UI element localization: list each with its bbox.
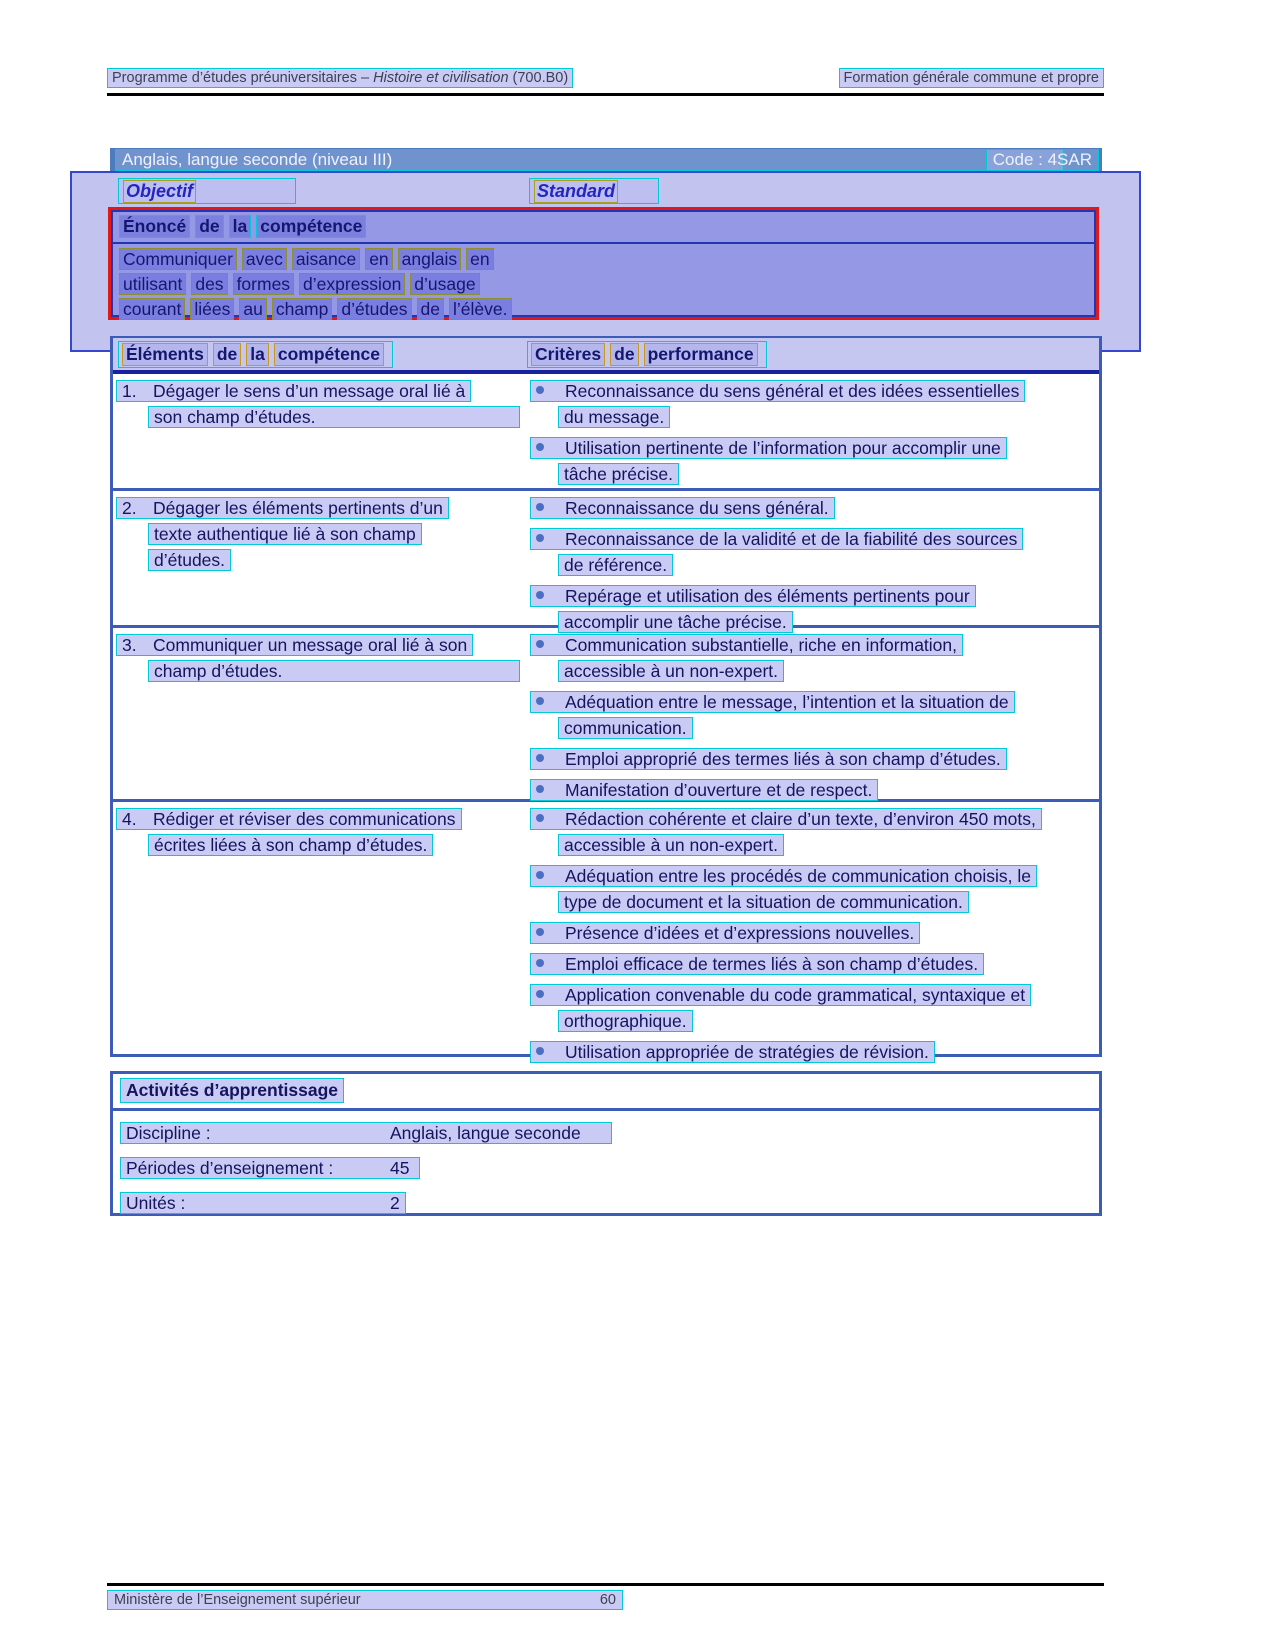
course-code: Code : 4SAR bbox=[986, 149, 1099, 171]
element-line: son champ d’études. bbox=[148, 406, 520, 428]
criterion bbox=[530, 779, 1102, 801]
criterion-line bbox=[530, 953, 984, 975]
criterion-text: Emploi efficace de termes liés à son champ d’études. bbox=[565, 954, 979, 974]
element-cell bbox=[116, 380, 528, 432]
bullet-icon bbox=[536, 814, 544, 822]
criterion bbox=[530, 437, 1102, 485]
criterion-line: de référence. bbox=[558, 554, 673, 576]
table-row bbox=[113, 374, 1099, 491]
word-box: formes bbox=[233, 273, 294, 295]
word-box: Énoncé bbox=[119, 215, 190, 238]
criterion-text: Utilisation pertinente de l’information pour accomplir une bbox=[565, 438, 1001, 458]
criterion-line: type de document et la situation de communication. bbox=[558, 891, 969, 913]
element-number: 2. bbox=[122, 498, 137, 518]
footer-box bbox=[107, 1590, 623, 1610]
criterion-line bbox=[530, 634, 963, 656]
bullet-icon bbox=[536, 959, 544, 967]
element-line bbox=[116, 497, 449, 519]
word-box: anglais bbox=[398, 248, 461, 270]
element-line: champ d’études. bbox=[148, 660, 520, 682]
element-line: écrites liées à son champ d’études. bbox=[148, 834, 433, 856]
criterion-line: communication. bbox=[558, 717, 693, 739]
criterion-text: Reconnaissance de la validité et de la fiabilité des sources bbox=[565, 529, 1018, 549]
criterion-line bbox=[530, 922, 920, 944]
periods-value: 45 bbox=[390, 1158, 410, 1178]
discipline-label: Discipline : bbox=[126, 1123, 211, 1143]
word-box: des bbox=[191, 273, 227, 295]
footer-ministry-text: Ministère de l’Enseignement supérieur bbox=[114, 1592, 361, 1608]
competence-table-body bbox=[113, 374, 1099, 1062]
units-label: Unités : bbox=[126, 1193, 186, 1213]
word-box: compétence bbox=[274, 343, 384, 366]
word-box: avec bbox=[242, 248, 287, 270]
criteria-column-header bbox=[527, 341, 767, 368]
criterion-line bbox=[530, 585, 976, 607]
bullet-icon bbox=[536, 591, 544, 599]
word-box: utilisant bbox=[119, 273, 186, 295]
criterion bbox=[530, 922, 1102, 944]
criterion-text: Repérage et utilisation des éléments pertinents pour bbox=[565, 586, 970, 606]
objective-column-header bbox=[118, 178, 296, 204]
criterion-line bbox=[530, 779, 878, 801]
competence-statement-heading bbox=[119, 215, 371, 238]
element-cell bbox=[116, 634, 528, 686]
bullet-icon bbox=[536, 785, 544, 793]
table-row bbox=[113, 491, 1099, 632]
criterion-text: Adéquation entre le message, l’intention et la situation de bbox=[565, 692, 1009, 712]
header-left-suffix: (700.B0) bbox=[508, 70, 569, 86]
criterion bbox=[530, 634, 1102, 682]
criterion-text: Reconnaissance du sens général. bbox=[565, 498, 829, 518]
competence-statement-box bbox=[108, 207, 1099, 320]
word-box: en bbox=[365, 248, 392, 270]
course-title-bar bbox=[110, 148, 1102, 172]
bullet-icon bbox=[536, 1047, 544, 1055]
criterion-text: Adéquation entre les procédés de communication choisis, le bbox=[565, 866, 1031, 886]
criterion-line: accomplir une tâche précise. bbox=[558, 611, 793, 633]
word-box: Objectif bbox=[123, 180, 196, 203]
criteria-cell bbox=[530, 380, 1102, 494]
criterion-line bbox=[530, 865, 1037, 887]
header-left-text bbox=[107, 68, 573, 88]
objective-standard-panel bbox=[70, 171, 1141, 352]
page-footer-line bbox=[107, 1590, 623, 1610]
word-box: d’études bbox=[337, 298, 411, 320]
activity-row-discipline bbox=[120, 1122, 612, 1144]
statement-line bbox=[119, 248, 517, 270]
criterion-line bbox=[530, 437, 1007, 459]
criterion-line: accessible à un non-expert. bbox=[558, 834, 784, 856]
criterion-line bbox=[530, 528, 1023, 550]
criterion-line bbox=[530, 1041, 935, 1063]
word-box: compétence bbox=[256, 215, 366, 238]
element-number: 1. bbox=[122, 381, 137, 401]
criteria-cell bbox=[530, 497, 1102, 642]
word-box: de bbox=[213, 343, 241, 366]
word-box: Communiquer bbox=[119, 248, 237, 270]
criterion-line bbox=[530, 497, 835, 519]
header-right-text: Formation générale commune et propre bbox=[839, 68, 1105, 88]
bullet-icon bbox=[536, 871, 544, 879]
element-number: 4. bbox=[122, 809, 137, 829]
criterion-text: Emploi approprié des termes liés à son champ d’études. bbox=[565, 749, 1001, 769]
word-box: l’élève. bbox=[449, 298, 511, 320]
criterion-line: tâche précise. bbox=[558, 463, 679, 485]
bullet-icon bbox=[536, 928, 544, 936]
word-box: aisance bbox=[292, 248, 360, 270]
word-box: Critères bbox=[531, 343, 605, 366]
criterion bbox=[530, 380, 1102, 428]
discipline-value: Anglais, langue seconde bbox=[390, 1123, 581, 1143]
criterion-text: Application convenable du code grammatical, syntaxique et bbox=[565, 985, 1026, 1005]
criterion-line bbox=[530, 808, 1042, 830]
criterion bbox=[530, 748, 1102, 770]
statement-divider bbox=[111, 242, 1096, 244]
criterion-text: Utilisation appropriée de stratégies de révision. bbox=[565, 1042, 929, 1062]
word-box: Standard bbox=[534, 180, 618, 203]
criterion-text: Présence d’idées et d’expressions nouvelles. bbox=[565, 923, 915, 943]
activities-header-row bbox=[113, 1074, 1099, 1111]
element-text: Rédiger et réviser des communications bbox=[153, 809, 456, 829]
criterion bbox=[530, 953, 1102, 975]
criterion-line bbox=[530, 984, 1031, 1006]
word-box: de bbox=[417, 298, 444, 320]
competence-table-header bbox=[113, 338, 1099, 374]
competence-table bbox=[110, 336, 1102, 1062]
word-box: liées bbox=[190, 298, 234, 320]
criterion bbox=[530, 528, 1102, 576]
word-box: d’usage bbox=[410, 273, 479, 295]
activity-row-units bbox=[120, 1192, 406, 1214]
criteria-cell bbox=[530, 634, 1102, 810]
criterion-line: accessible à un non-expert. bbox=[558, 660, 784, 682]
criteria-cell bbox=[530, 808, 1102, 1072]
competence-statement-body bbox=[119, 248, 517, 323]
criterion-text: Rédaction cohérente et claire d’un texte, d’environ 450 mots, bbox=[565, 809, 1036, 829]
header-left-italic: Histoire et civilisation bbox=[373, 70, 509, 86]
criterion bbox=[530, 497, 1102, 519]
word-box: courant bbox=[119, 298, 185, 320]
criterion-line: du message. bbox=[558, 406, 670, 428]
criterion-line bbox=[530, 380, 1025, 402]
criterion-line bbox=[530, 748, 1007, 770]
element-line bbox=[116, 808, 462, 830]
word-box: la bbox=[229, 215, 252, 238]
periods-label: Périodes d’enseignement : bbox=[126, 1158, 334, 1178]
bullet-icon bbox=[536, 640, 544, 648]
word-box: performance bbox=[644, 343, 758, 366]
table-row bbox=[113, 628, 1099, 802]
activity-row-periods bbox=[120, 1157, 420, 1179]
element-line: d’études. bbox=[148, 549, 231, 571]
units-value: 2 bbox=[390, 1193, 400, 1213]
statement-line bbox=[119, 273, 517, 295]
bullet-icon bbox=[536, 503, 544, 511]
statement-line bbox=[119, 298, 517, 320]
bullet-icon bbox=[536, 754, 544, 762]
element-cell bbox=[116, 808, 528, 860]
criterion-line: orthographique. bbox=[558, 1010, 693, 1032]
element-text: Dégager les éléments pertinents d’un bbox=[153, 498, 443, 518]
criterion bbox=[530, 808, 1102, 856]
bullet-icon bbox=[536, 697, 544, 705]
learning-activities-panel bbox=[110, 1071, 1102, 1216]
criterion-text: Communication substantielle, riche en information, bbox=[565, 635, 957, 655]
word-box: de bbox=[195, 215, 223, 238]
table-row bbox=[113, 802, 1099, 1062]
word-box: de bbox=[610, 343, 638, 366]
criterion-text: Reconnaissance du sens général et des idées essentielles bbox=[565, 381, 1020, 401]
standard-column-header bbox=[529, 178, 659, 204]
word-box: en bbox=[466, 248, 493, 270]
word-box: Éléments bbox=[122, 343, 208, 366]
element-line bbox=[116, 634, 473, 656]
element-number: 3. bbox=[122, 635, 137, 655]
footer-page-number: 60 bbox=[599, 1592, 616, 1608]
element-text: Communiquer un message oral lié à son bbox=[153, 635, 468, 655]
element-text: Dégager le sens d’un message oral lié à bbox=[153, 381, 466, 401]
word-box: au bbox=[239, 298, 266, 320]
criterion-line bbox=[530, 691, 1015, 713]
footer-rule bbox=[107, 1583, 1104, 1586]
header-left-prefix: Programme d’études préuniversitaires – bbox=[112, 70, 374, 86]
criterion bbox=[530, 691, 1102, 739]
criterion-text: Manifestation d’ouverture et de respect. bbox=[565, 780, 873, 800]
bullet-icon bbox=[536, 534, 544, 542]
course-title: Anglais, langue seconde (niveau III) bbox=[115, 149, 1063, 171]
element-cell bbox=[116, 497, 528, 575]
header-rule bbox=[107, 93, 1104, 96]
criterion bbox=[530, 1041, 1102, 1063]
activities-heading: Activités d’apprentissage bbox=[120, 1078, 344, 1103]
elements-column-header bbox=[118, 341, 393, 368]
word-box: la bbox=[246, 343, 269, 366]
bullet-icon bbox=[536, 990, 544, 998]
criterion bbox=[530, 865, 1102, 913]
element-line: texte authentique lié à son champ bbox=[148, 523, 422, 545]
word-box: champ bbox=[272, 298, 333, 320]
page-header bbox=[107, 68, 1104, 88]
bullet-icon bbox=[536, 443, 544, 451]
criterion bbox=[530, 984, 1102, 1032]
bullet-icon bbox=[536, 386, 544, 394]
word-box: d’expression bbox=[299, 273, 405, 295]
criterion bbox=[530, 585, 1102, 633]
activities-rows bbox=[120, 1122, 612, 1227]
element-line bbox=[116, 380, 471, 402]
